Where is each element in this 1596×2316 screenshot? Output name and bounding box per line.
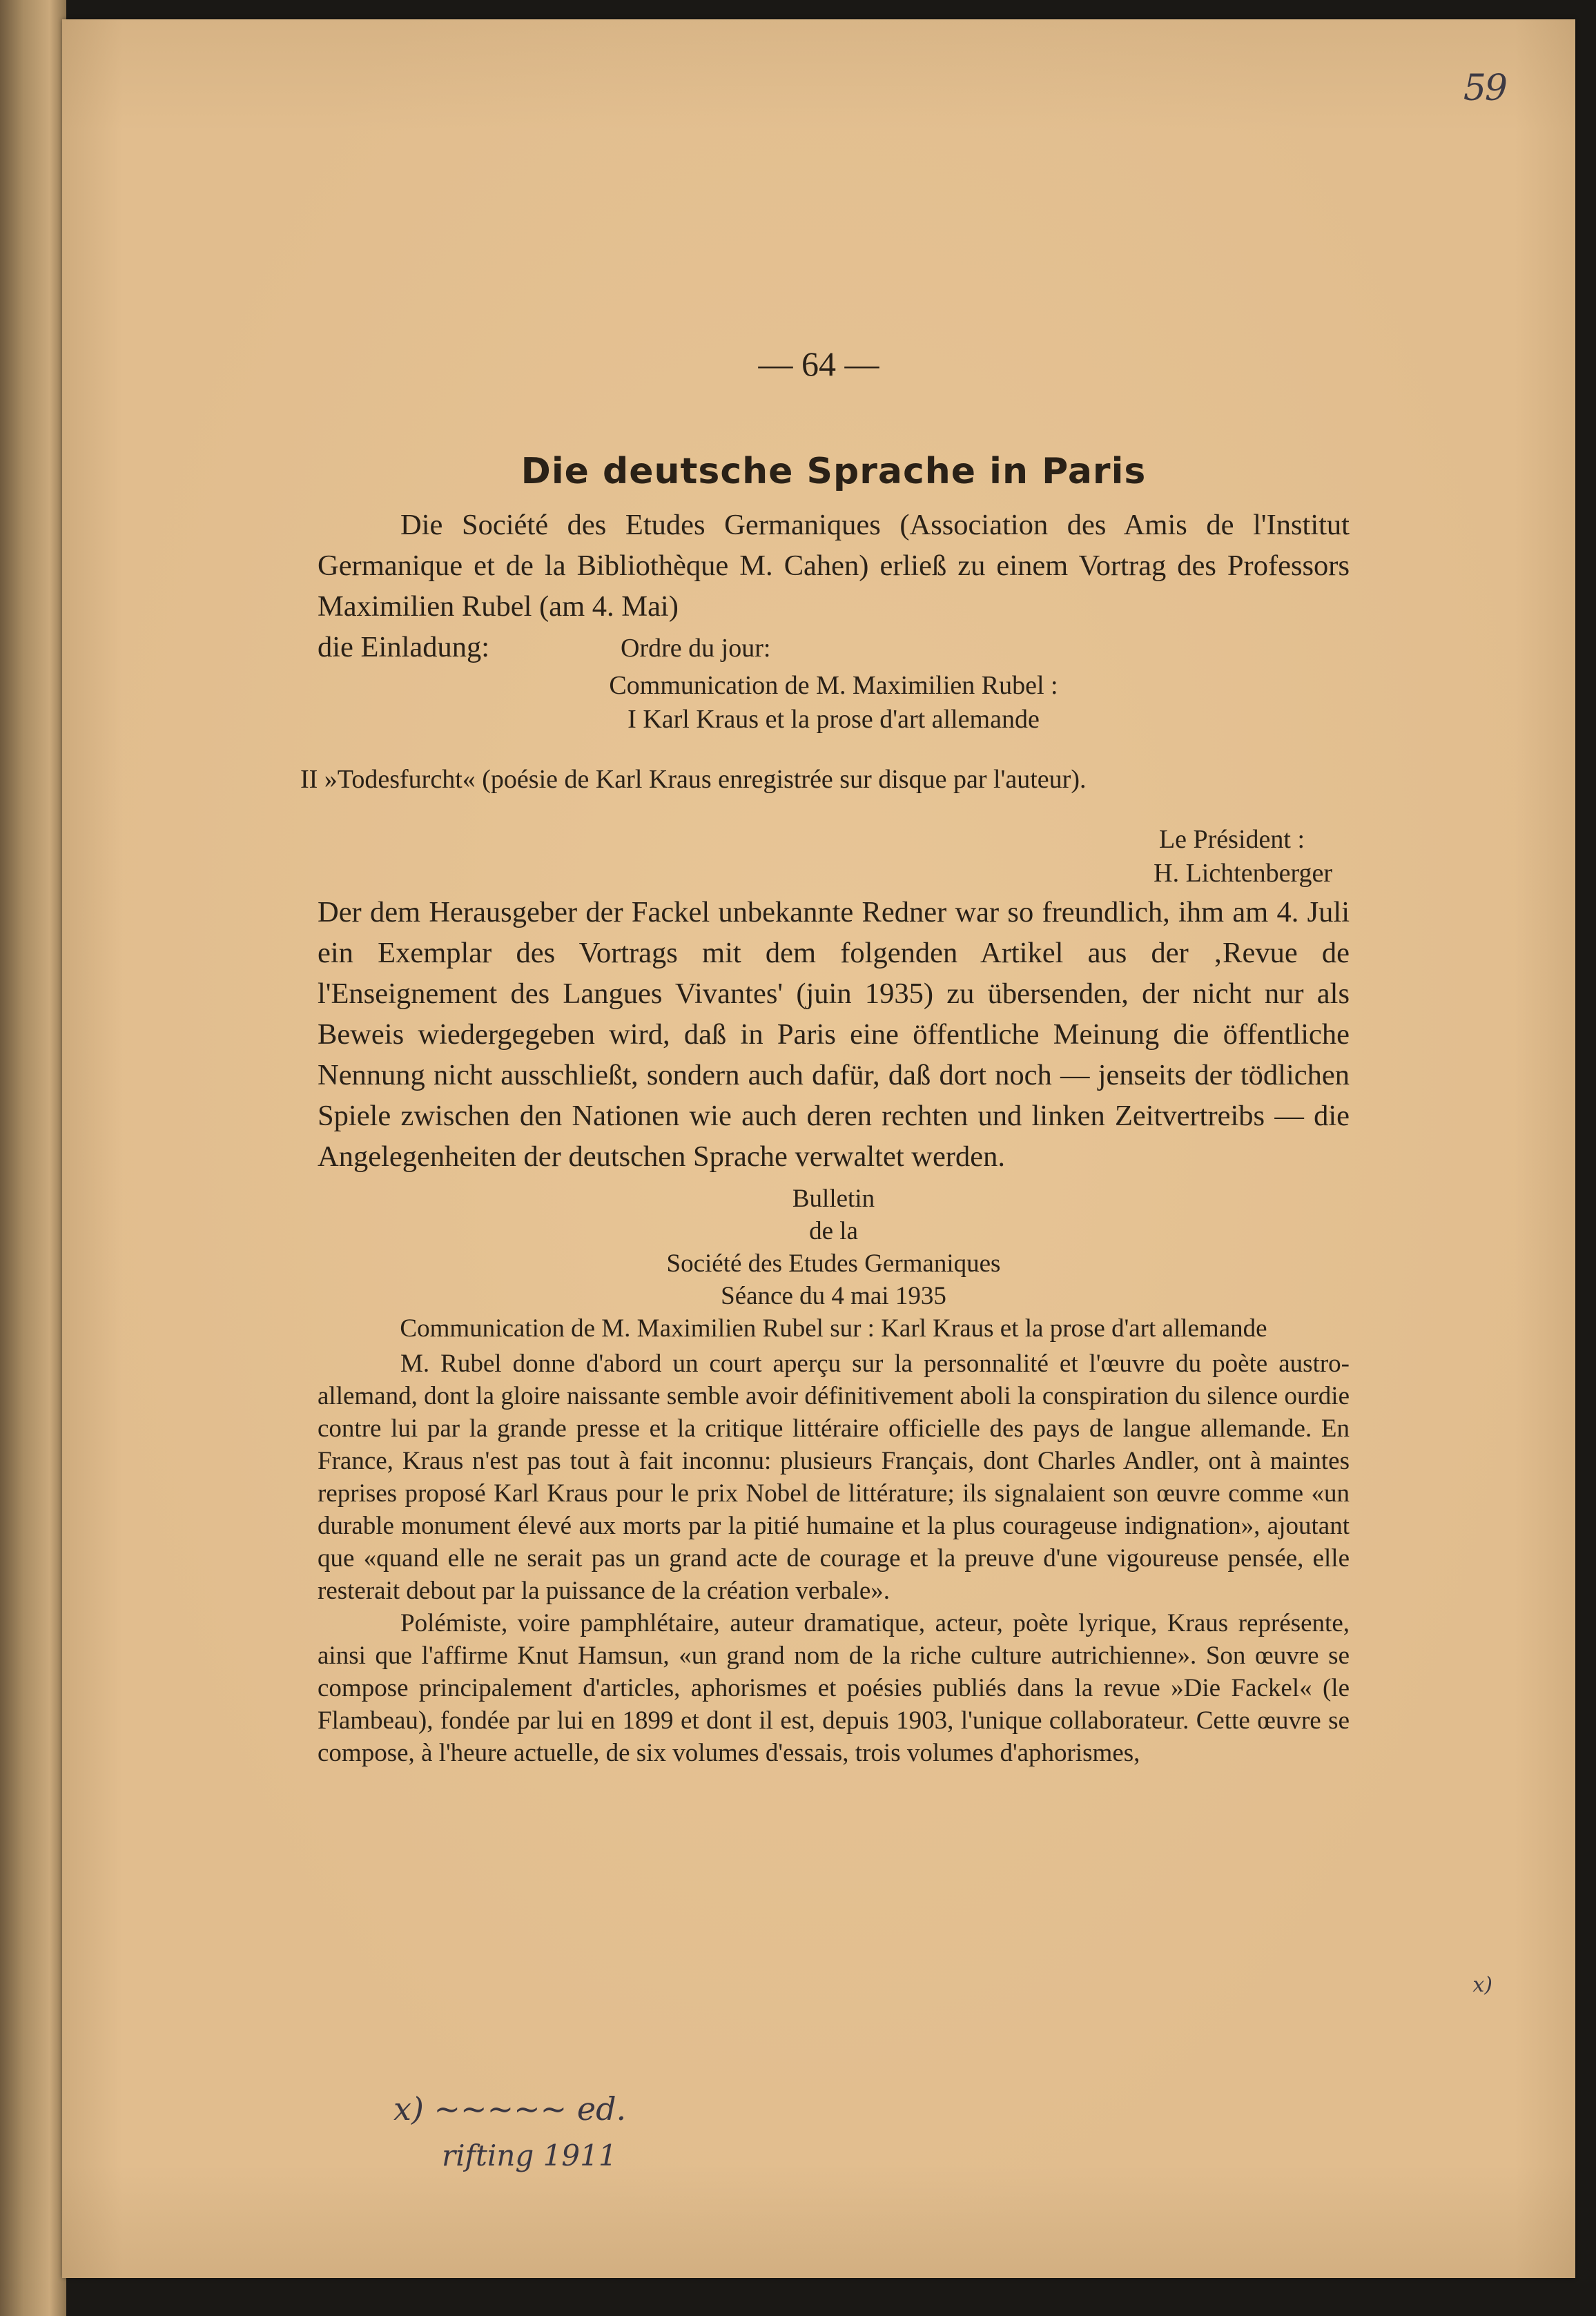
agenda-item-1: I Karl Kraus et la prose d'art allemande <box>627 705 1040 734</box>
margin-footnote-mark: x) <box>1472 1973 1492 1997</box>
article-content <box>300 451 1350 1769</box>
agenda-heading: Ordre du jour: <box>621 634 771 663</box>
president-name: H. Lichtenberger <box>1154 859 1332 888</box>
book-binding-edge <box>0 0 66 2316</box>
bulletin-line-3: Société des Etudes Germaniques <box>666 1249 1001 1278</box>
bulletin-line-4: Séance du 4 mai 1935 <box>721 1282 946 1310</box>
handwritten-note-2: rifting 1911 <box>442 2139 617 2172</box>
handwritten-folio-number: 59 <box>1463 68 1506 109</box>
bulletin-line-2: de la <box>809 1217 858 1245</box>
body-paragraph: Der dem Herausgeber der Fackel unbekannte Redner war so freundlich, ihm am 4. Juli ein Exemplar des Vortrags mit dem folgenden Artikel aus der ‚Revue de l'Enseignement des Langues Vivantes' (juin 1935) zu übersenden, der nicht nur als Beweis wiedergegeben wird, daß in Paris eine öffentliche Meinung die öffentliche Nennung nicht ausschließt, sondern auch dafür, daß dort noch — jenseits der tödlichen Spiele zwischen den Nationen wie auch deren rechten und linken Zeitvertreibs — die Angelegenheiten der deutschen Sprache verwaltet werden. <box>318 896 1350 1173</box>
page-number: — 64 — <box>758 344 879 383</box>
french-paragraph-2: Polémiste, voire pamphlétaire, auteur dramatique, acteur, poète lyrique, Kraus représente, ainsi que l'affirme Knut Hamsun, «un grand nom de la riche culture autrichienne». Son œuvre se compose principalement d'articles, aphorismes et poésies publiés dans la revue »Die Fackel« (le Flambeau), fondée par lui en 1899 et dont il est, depuis 1903, l'unique collaborateur. Cette œuvre se compose, à l'heure actuelle, de six volumes d'essais, trois volumes d'aphorismes, <box>318 1609 1350 1767</box>
agenda-item-2: II »Todesfurcht« (poésie de Karl Kraus enregistrée sur disque par l'auteur). <box>300 765 1087 794</box>
article-title: Die deutsche Sprache in Paris <box>520 451 1147 492</box>
document-page <box>62 19 1575 2278</box>
invitation-row <box>318 627 1350 669</box>
handwritten-note-1: x) ~~~~~ ed. <box>393 2090 627 2128</box>
intro-paragraph: Die Société des Etudes Germaniques (Association des Amis de l'Institut Germanique et de la Bibliothèque M. Cahen) erließ zu einem Vortrag des Professors Maximilien Rubel (am 4. Mai) <box>318 509 1350 623</box>
bulletin-header <box>318 1183 1350 1345</box>
french-paragraph-1: M. Rubel donne d'abord un court aperçu sur la personnalité et l'œuvre du poète austro-allemand, dont la gloire naissante semble avoir définitivement aboli la conspiration du silence ourdie contre lui par la grande presse et la critique littéraire officielle des pays de langue allemande. En France, Kraus n'est pas tout à fait inconnu: plusieurs Français, dont Charles Andler, ont à maintes reprises proposé Karl Kraus pour le prix Nobel de littérature; ils signalaient son œuvre comme «un durable monument élevé aux morts par la pitié humaine et la plus courageuse indignation», ajoutant que «quand elle ne serait pas un grand acte de courage et la preuve d'une vigoureuse pensée, elle resterait debout par la puissance de la création verbale». <box>318 1350 1350 1605</box>
president-role: Le Président : <box>1158 825 1305 854</box>
bulletin-line-1: Bulletin <box>792 1185 875 1213</box>
bulletin-line-5: Communication de M. Maximilien Rubel sur : Karl Kraus et la prose d'art allemande <box>400 1314 1267 1343</box>
invitation-label: die Einladung: <box>318 631 490 663</box>
agenda-communication: Communication de M. Maximilien Rubel : <box>609 671 1058 700</box>
